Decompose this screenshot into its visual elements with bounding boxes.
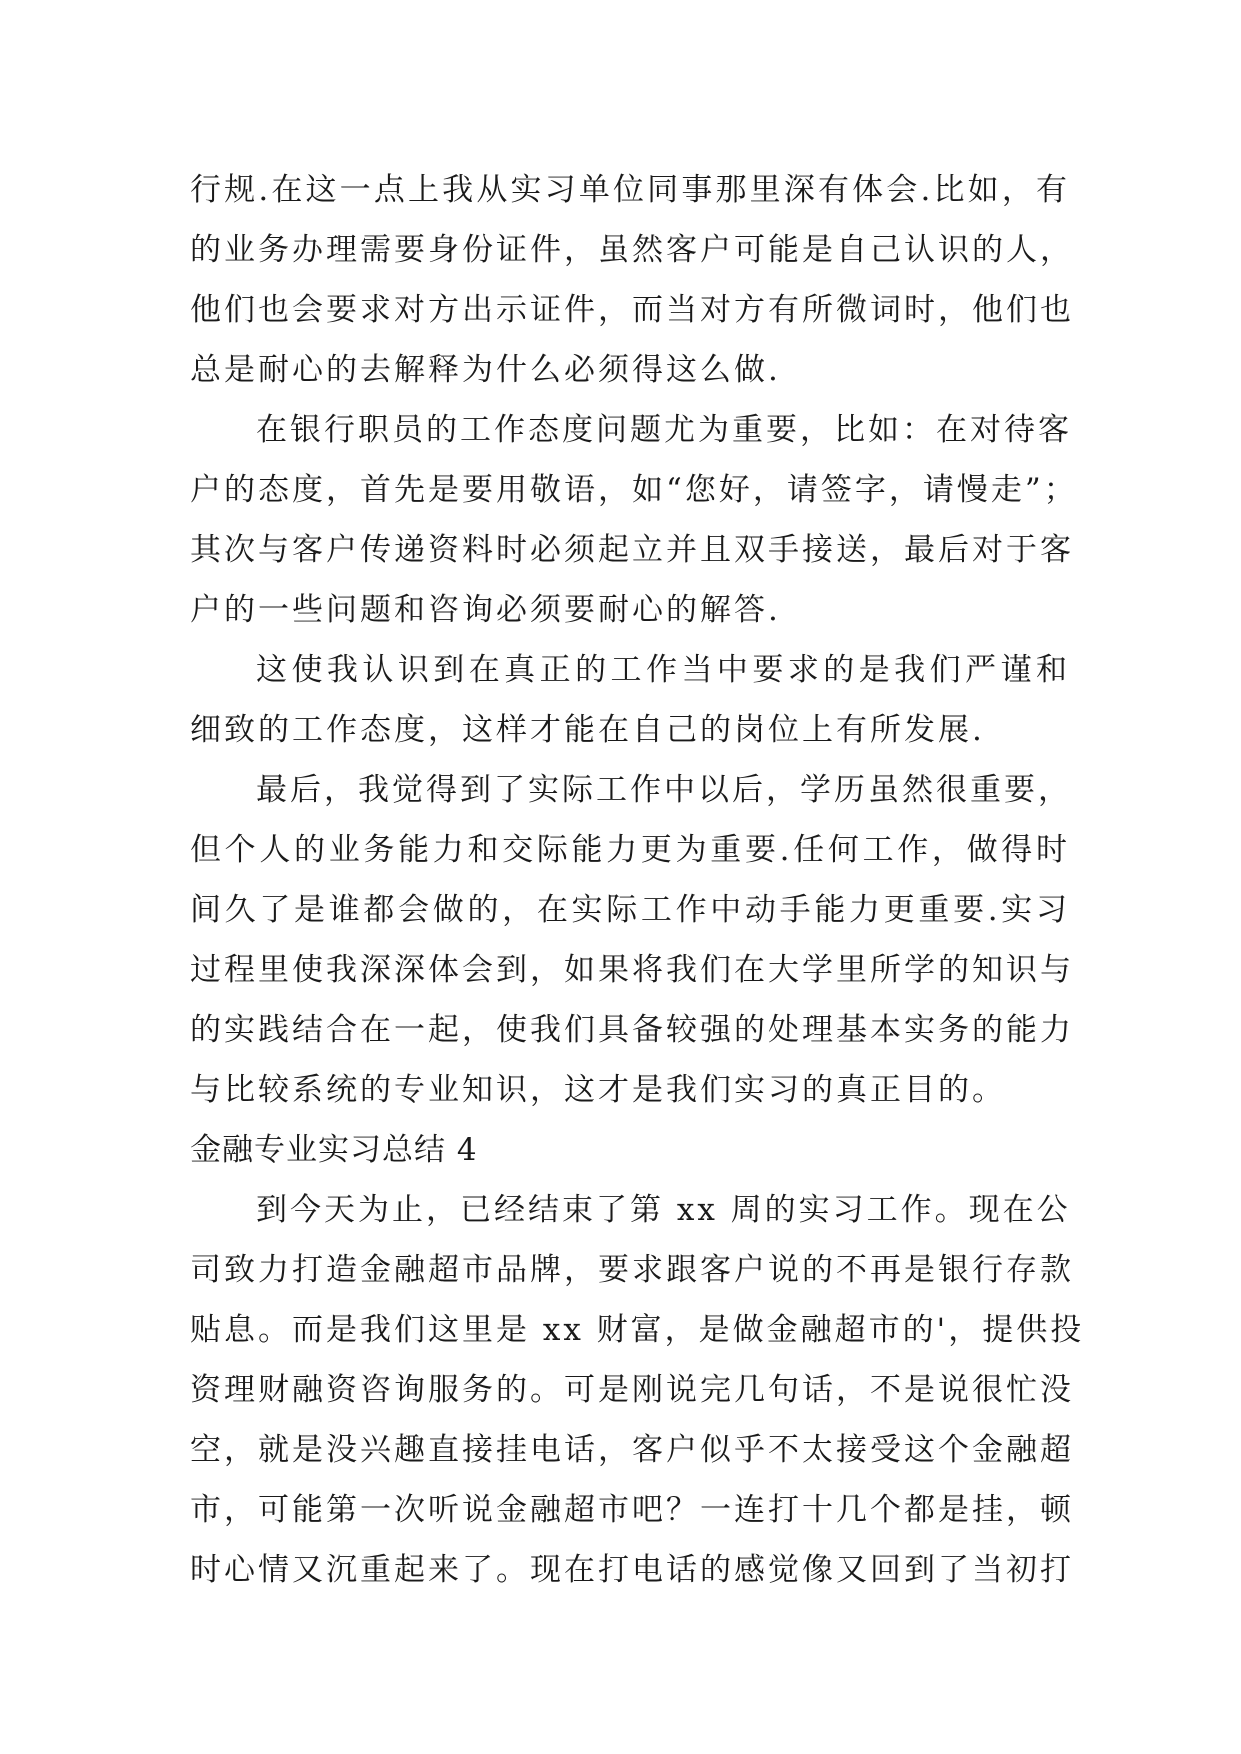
text-line: 其次与客户传递资料时必须起立并且双手接送，最后对于客 xyxy=(190,532,1074,568)
text-line: 最后，我觉得到了实际工作中以后，学历虽然很重要， xyxy=(256,772,1072,808)
text-line: 司致力打造金融超市品牌，要求跟客户说的不再是银行存款 xyxy=(190,1252,1074,1288)
text-line: 总是耐心的去解释为什么必须得这么做. xyxy=(190,352,781,388)
text-line: 的实践结合在一起，使我们具备较强的处理基本实务的能力 xyxy=(190,1012,1074,1048)
text-line: 行规.在这一点上我从实习单位同事那里深有体会.比如，有 xyxy=(190,172,1070,208)
text-line: 细致的工作态度，这样才能在自己的岗位上有所发展. xyxy=(190,712,985,748)
document-body xyxy=(190,160,1085,1600)
text-line: 在银行职员的工作态度问题尤为重要，比如：在对待客 xyxy=(256,412,1072,448)
text-line: 他们也会要求对方出示证件，而当对方有所微词时，他们也 xyxy=(190,292,1074,328)
text-line: 这使我认识到在真正的工作当中要求的是我们严谨和 xyxy=(256,652,1070,688)
text-line: 间久了是谁都会做的，在实际工作中动手能力更重要.实习 xyxy=(190,892,1070,928)
text-line: 市，可能第一次听说金融超市吧？一连打十几个都是挂，顿 xyxy=(190,1492,1074,1528)
text-line: 户的态度，首先是要用敬语，如“您好，请签字，请慢走”； xyxy=(190,472,1078,508)
text-line: 资理财融资咨询服务的。可是刚说完几句话，不是说很忙没 xyxy=(190,1372,1074,1408)
text-line: 时心情又沉重起来了。现在打电话的感觉像又回到了当初打 xyxy=(190,1552,1074,1588)
text-line: 的业务办理需要身份证件，虽然客户可能是自己认识的人， xyxy=(190,232,1074,268)
text-line: 与比较系统的专业知识，这才是我们实习的真正目的。 xyxy=(190,1072,1006,1108)
text-line: 贴息。而是我们这里是 xx 财富，是做金融超市的'，提供投 xyxy=(190,1312,1085,1348)
text-line: 但个人的业务能力和交际能力更为重要.任何工作，做得时 xyxy=(190,832,1070,868)
section-heading: 金融专业实习总结 4 xyxy=(190,1132,478,1168)
text-line: 到今天为止，已经结束了第 xx 周的实习工作。现在公 xyxy=(256,1192,1071,1228)
text-line: 过程里使我深深体会到，如果将我们在大学里所学的知识与 xyxy=(190,952,1074,988)
text-line: 户的一些问题和咨询必须要耐心的解答. xyxy=(190,592,781,628)
text-line: 空，就是没兴趣直接挂电话，客户似乎不太接受这个金融超 xyxy=(190,1432,1074,1468)
